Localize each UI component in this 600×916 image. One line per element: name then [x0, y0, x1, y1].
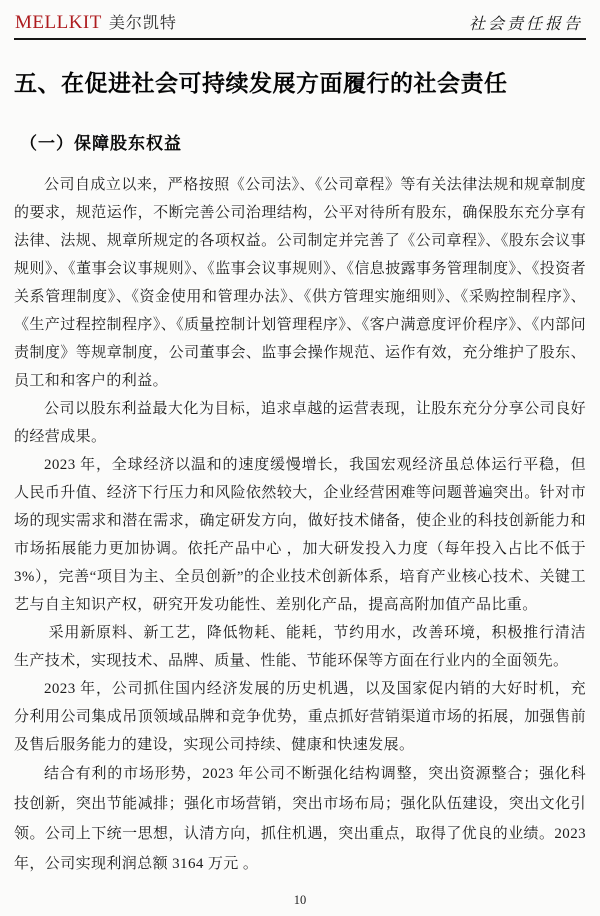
paragraph-results-profit: 结合有利的市场形势，2023 年公司不断强化结构调整，突出资源整合；强化科技创新，突出节能减排；强化市场营销，突出市场布局；强化队伍建设，突出文化引领。公司上下统一思想，认清方向，抓住机遇，突出重点，取得了优良的业绩。2023 年，公司实现利润总额 3164 万元 。: [14, 766, 591, 872]
paragraph-clean-production: 采用新原料、新工艺，降低物耗、能耗，节约用水，改善环境，积极推行清洁生产技术，实现技术、品牌、质量、性能、节能环保等方面在行业内的全面领先。: [14, 625, 586, 669]
paragraph-market-expansion: 2023 年，公司抓住国内经济发展的历史机遇，以及国家促内销的大好时机，充分利用公司集成吊顶领域品牌和竞争优势，重点抓好营销渠道市场的拓展，加强售前及售后服务能力的建设，实现公司持续、健康和快速发展。: [14, 681, 586, 753]
page-number: 10: [293, 893, 307, 907]
header-divider: [14, 38, 586, 40]
page-footer: [0, 891, 600, 909]
report-title: 社会责任报告: [468, 16, 583, 33]
paragraph-2023-economy-rnd: 2023 年，全球经济以温和的速度缓慢增长，我国宏观经济虽总体运行平稳，但人民币升值、经济下行压力和风险依然较大，企业经营困难等问题普遍突出。针对市场的现实需求和潜在需求，确定研发方向，做好技术储备，使企业的科技创新能力和市场拓展能力更加协调。依托产品中心 ，加大研发投入力度（每年投入占比不低于 3%），完善“项目为主、全员创新”的企业技术创新体系，培育产业核心技术、关键工艺与自主知识产权，研究开发功能性、差别化产品，提高高附加值产品比重。: [14, 457, 591, 613]
body-text: [14, 171, 591, 879]
brand-logo-text: MELLKIT: [15, 12, 102, 33]
brand: [15, 10, 177, 34]
brand-name-chinese: 美尔凯特: [108, 15, 177, 32]
section-heading: 五、在促进社会可持续发展方面履行的社会责任: [14, 71, 508, 96]
paragraph-shareholder-rights: 公司自成立以来，严格按照《公司法》、《公司章程》等有关法律法规和规章制度的要求，规范运作，不断完善公司治理结构，公平对待所有股东，确保股东充分享有法律、法规、规章所规定的各项权益。公司制定并完善了《公司章程》、《股东会议事规则》、《董事会议事规则》、《监事会议事规则》、《信息披露事务管理制度》、《投资者关系管理制度》、《资金使用和管理办法》、《供方管理实施细则》、《采购控制程序》、《生产过程控制程序》、《质量控制计划管理程序》、《客户满意度评价程序》、《内部问责制度》等规章制度，公司董事会、监事会操作规范、运作有效，充分维护了股东、员工和和客户的利益。: [14, 177, 586, 389]
paragraph-shareholder-returns: 公司以股东利益最大化为目标，追求卓越的运营表现，让股东充分分享公司良好的经营成果。: [14, 401, 586, 445]
subsection-heading: （一）保障股东权益: [20, 134, 182, 153]
page-header: [14, 8, 586, 38]
